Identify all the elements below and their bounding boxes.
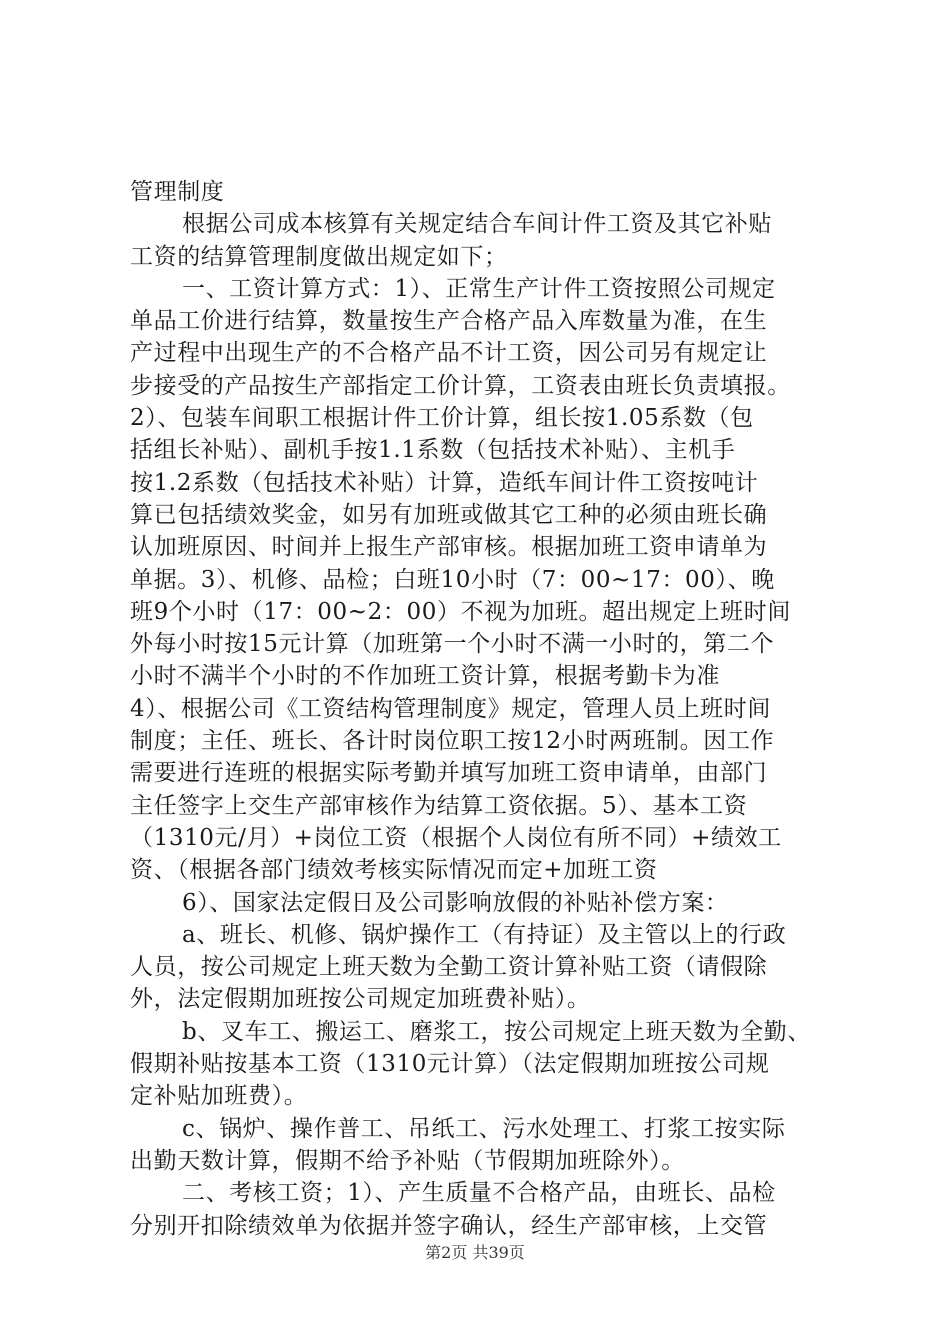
paragraph-line: 二、考核工资；1）、产生质量不合格产品，由班长、品检 xyxy=(182,1180,776,1207)
paragraph-line: c、锅炉、操作普工、吊纸工、污水处理工、打浆工按实际 xyxy=(182,1115,786,1142)
paragraph-line: （1310元/月）+岗位工资（根据个人岗位有所不同）+绩效工 xyxy=(130,824,782,851)
paragraph-line: b、叉车工、搬运工、磨浆工，按公司规定上班天数为全勤、 xyxy=(182,1018,811,1045)
paragraph-line: 步接受的产品按生产部指定工价计算，工资表由班长负责填报。 xyxy=(130,372,791,399)
paragraph-line: 定补贴加班费）。 xyxy=(130,1083,308,1110)
paragraph-line: 假期补贴按基本工资（1310元计算）（法定假期加班按公司规 xyxy=(130,1051,770,1078)
paragraph-line: a、班长、机修、锅炉操作工（有持证）及主管以上的行政 xyxy=(182,921,787,948)
paragraph-line: 主任签字上交生产部审核作为结算工资依据。5）、基本工资 xyxy=(130,792,748,819)
document-body xyxy=(130,176,830,1242)
paragraph-line: 括组长补贴）、副机手按1.1系数（包括技术补贴）、主机手 xyxy=(130,437,736,464)
paragraph-line: 一、工资计算方式：1）、正常生产计件工资按照公司规定 xyxy=(182,275,776,302)
paragraph-line: 出勤天数计算，假期不给予补贴（节假期加班除外）。 xyxy=(130,1147,685,1174)
paragraph-line: 产过程中出现生产的不合格产品不计工资，因公司另有规定让 xyxy=(130,340,768,367)
paragraph-line: 按1.2系数（包括技术补贴）计算，造纸车间计件工资按吨计 xyxy=(130,469,759,496)
paragraph-line: 根据公司成本核算有关规定结合车间计件工资及其它补贴 xyxy=(182,211,772,238)
paragraph-line: 4）、根据公司《工资结构管理制度》规定，管理人员上班时间 xyxy=(130,695,771,722)
paragraph-line: 人员，按公司规定上班天数为全勤工资计算补贴工资（请假除 xyxy=(130,954,768,981)
paragraph-line: 算已包括绩效奖金，如另有加班或做其它工种的必须由班长确 xyxy=(130,501,768,528)
paragraph-line: 认加班原因、时间并上报生产部审核。根据加班工资申请单为 xyxy=(130,534,768,561)
paragraph-line: 资、（根据各部门绩效考核实际情况而定+加班工资 xyxy=(130,857,658,884)
paragraph-line: 外，法定假期加班按公司规定加班费补贴）。 xyxy=(130,986,591,1013)
paragraph-line: 单品工价进行结算，数量按生产合格产品入库数量为准，在生 xyxy=(130,308,768,335)
paragraph-line: 单据。3）、机修、品检；白班10小时（7：00~17：00）、晚 xyxy=(130,566,775,593)
paragraph-line: 班9个小时（17：00~2：00）不视为加班。超出规定上班时间 xyxy=(130,598,791,625)
paragraph-line: 分别开扣除绩效单为依据并签字确认，经生产部审核，上交管 xyxy=(130,1212,768,1239)
paragraph-line: 2）、包装车间职工根据计件工价计算，组长按1.05系数（包 xyxy=(130,405,754,432)
document-heading: 管理制度 xyxy=(130,179,225,205)
paragraph-line: 需要进行连班的根据实际考勤并填写加班工资申请单，由部门 xyxy=(130,760,768,787)
page-number-footer: 第2页 共39页 xyxy=(425,1243,525,1262)
paragraph-line: 工资的结算管理制度做出规定如下； xyxy=(130,243,508,270)
paragraph-line: 6）、国家法定假日及公司影响放假的补贴补偿方案： xyxy=(182,889,729,916)
paragraph-line: 制度；主任、班长、各计时岗位职工按12小时两班制。因工作 xyxy=(130,728,775,755)
paragraph-line: 外每小时按15元计算（加班第一个小时不满一小时的，第二个 xyxy=(130,631,775,658)
paragraph-line: 小时不满半个小时的不作加班工资计算，根据考勤卡为准 xyxy=(130,663,720,690)
